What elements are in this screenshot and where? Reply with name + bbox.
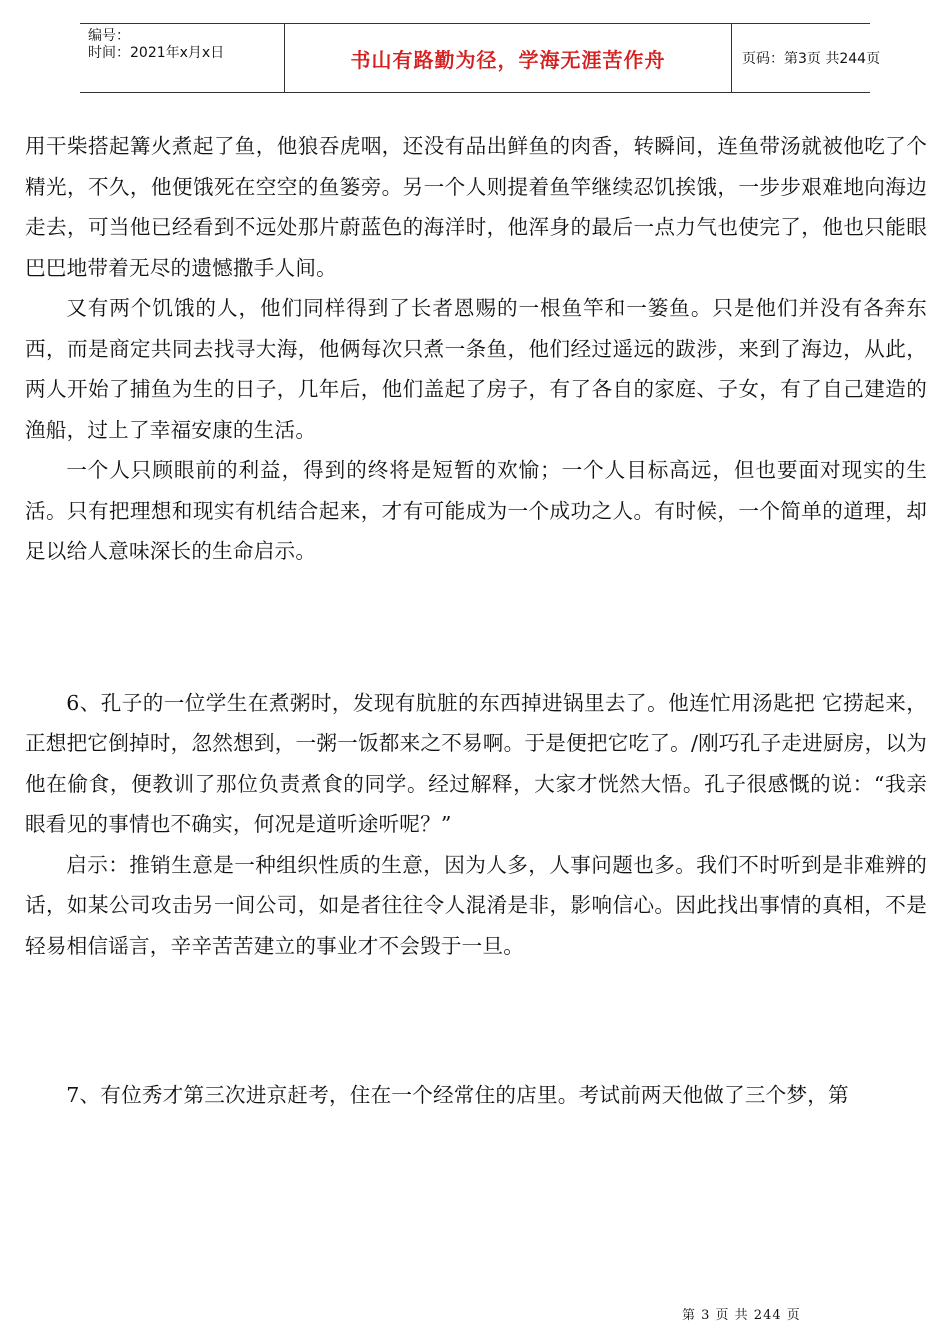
document-body bbox=[25, 126, 927, 1116]
header-page-code: 页码：第3页 共244页 bbox=[742, 51, 881, 67]
document-number-label: 编号： bbox=[88, 28, 130, 44]
paragraph-story-6: 6、孔子的一位学生在煮粥时，发现有肮脏的东西掉进锅里去了。他连忙用汤匙把 它捞起来，正想把它倒掉时，忽然想到，一粥一饭都来之不易啊。于是便把它吃了。/刚巧孔子走进厨房，以为他在偷食，便教训了那位负责煮食的同学。经过解释，大家才恍然大悟。孔子很感慨的说：“我亲眼看见的事情也不确实，何况是道听途听呢？” bbox=[25, 690, 927, 836]
paragraph-lesson: 启示：推销生意是一种组织性质的生意，因为人多，人事问题也多。我们不时听到是非难辨的话，如某公司攻击另一间公司，如是者往往令人混淆是非，影响信心。因此找出事情的真相，不是轻易相信谣言，辛辛苦苦建立的事业才不会毁于一旦。 bbox=[25, 852, 927, 958]
paragraph-1: 用干柴搭起篝火煮起了鱼，他狼吞虎咽，还没有品出鲜鱼的肉香，转瞬间，连鱼带汤就被他吃了个精光，不久，他便饿死在空空的鱼篓旁。另一个人则提着鱼竿继续忍饥挨饿，一步步艰难地向海边走去，可当他已经看到不远处那片蔚蓝色的海洋时，他浑身的最后一点力气也使完了，他也只能眼巴巴地带着无尽的遗憾撒手人间。 bbox=[25, 134, 927, 280]
section-gap bbox=[25, 572, 927, 683]
section-gap bbox=[25, 966, 927, 1075]
paragraph-3: 一个人只顾眼前的利益，得到的终将是短暂的欢愉；一个人目标高远，但也要面对现实的生活。只有把理想和现实有机结合起来，才有可能成为一个成功之人。有时候，一个简单的道理，却足以给人意味深长的生命启示。 bbox=[25, 458, 927, 563]
paragraph-story-7: 7、有位秀才第三次进京赶考，住在一个经常住的店里。考试前两天他做了三个梦，第 bbox=[66, 1083, 849, 1107]
document-date: 时间：2021年x月x日 bbox=[88, 45, 225, 61]
paragraph-2: 又有两个饥饿的人，他们同样得到了长者恩赐的一根鱼竿和一篓鱼。只是他们并没有各奔东西，而是商定共同去找寻大海，他俩每次只煮一条鱼，他们经过遥远的跋涉，来到了海边，从此，两人开始了捕鱼为生的日子，几年后，他们盖起了房子，有了各自的家庭、子女，有了自己建造的渔船，过上了幸福安康的生活。 bbox=[25, 296, 927, 442]
header-info-cell bbox=[80, 24, 285, 92]
page-footer: 第 3 页 共 244 页 bbox=[682, 1308, 801, 1323]
page-header bbox=[80, 23, 881, 93]
header-motto: 书山有路勤为径，学海无涯苦作舟 bbox=[285, 24, 732, 92]
